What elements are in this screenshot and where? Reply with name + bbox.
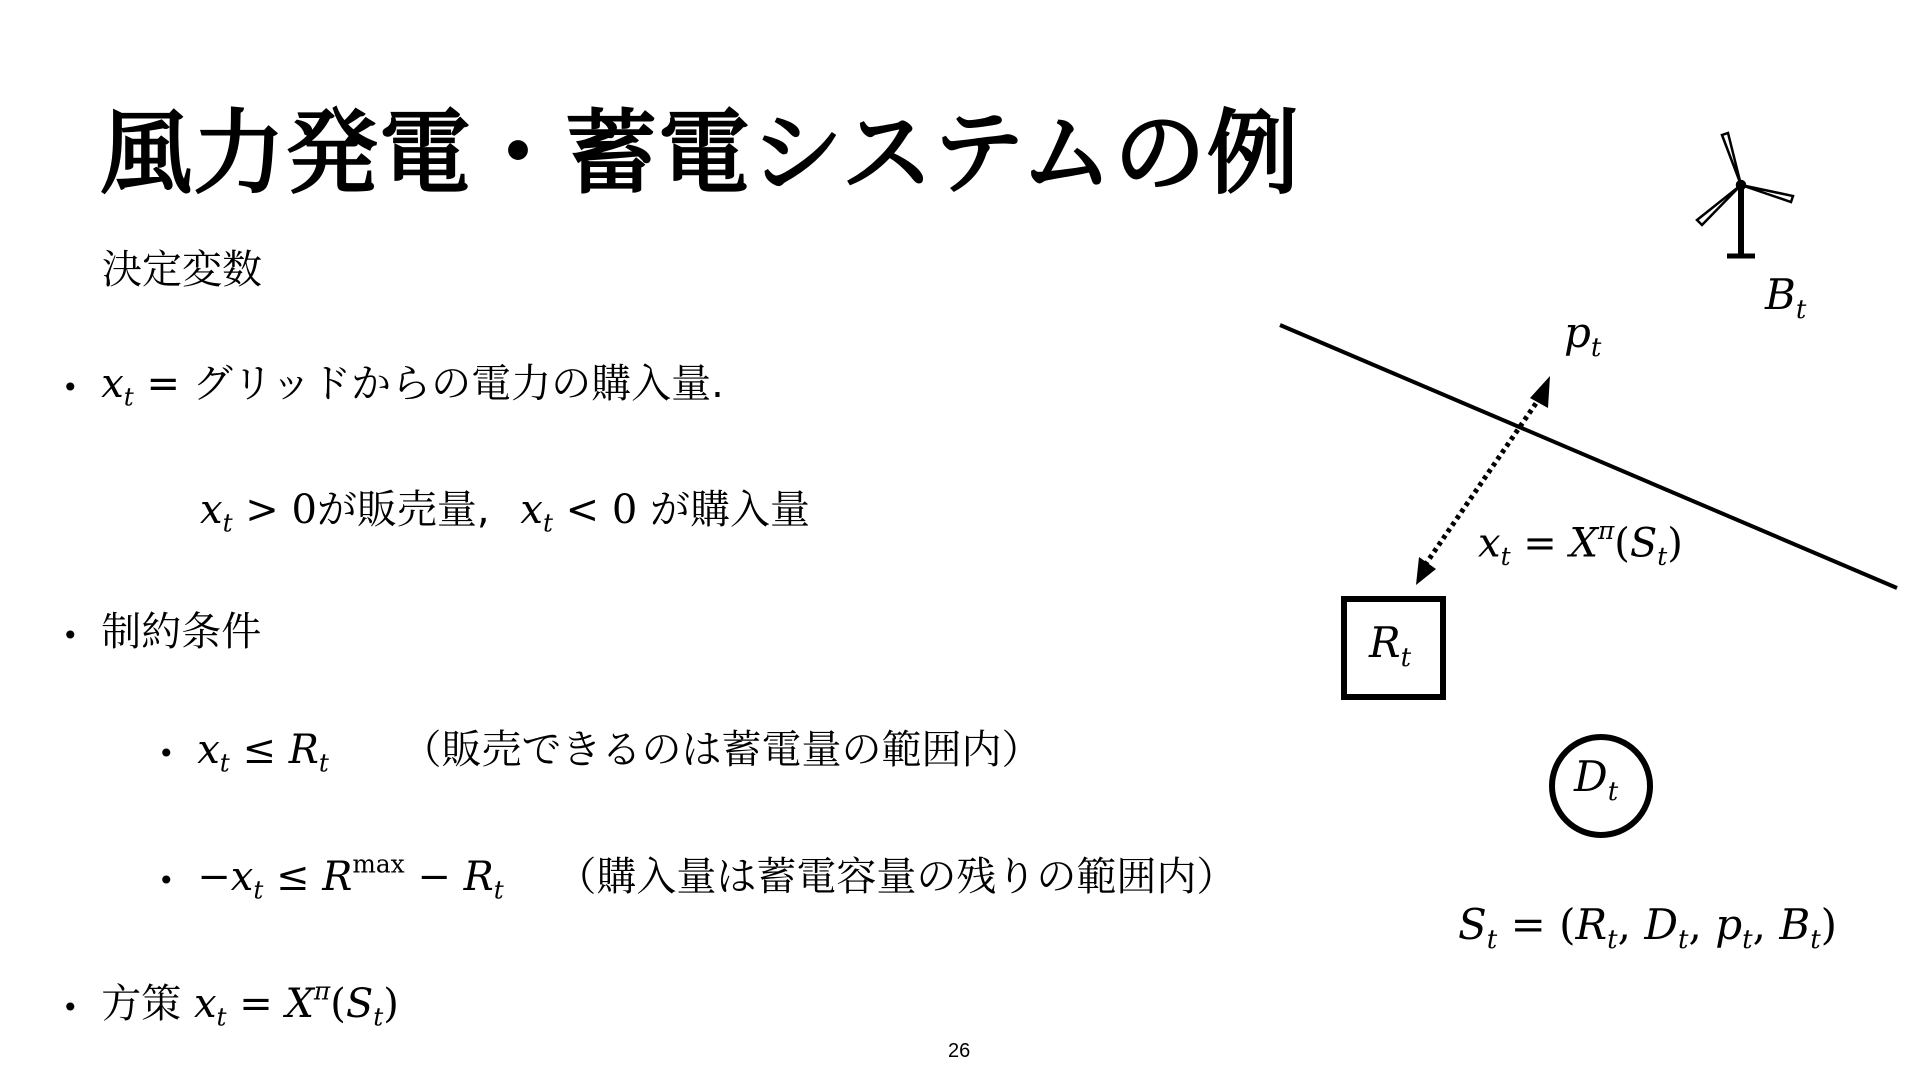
sub-t: t: [123, 382, 134, 412]
var-S: S: [1629, 520, 1658, 567]
var-X: X: [1569, 520, 1598, 567]
var-R: R: [1369, 618, 1401, 667]
var-x: x: [200, 487, 223, 533]
comma: ,: [1752, 900, 1766, 949]
var-D: D: [1644, 900, 1679, 949]
equals-sign: =: [239, 981, 273, 1027]
leq-sign: ≤: [242, 727, 276, 773]
var-p: p: [1564, 308, 1591, 357]
storage-label: [1369, 618, 1411, 673]
sub-t: t: [1500, 542, 1511, 572]
demand-label: [1574, 752, 1618, 807]
expr-lt-zero: < 0: [565, 487, 638, 533]
wind-turbine-icon: [1697, 133, 1793, 256]
var-R: R: [1575, 900, 1608, 949]
var-R: R: [322, 854, 353, 900]
constraint-2-note: （購入量は蓄電容量の残りの範囲内）: [556, 854, 1237, 900]
sales-text: が販売量,: [316, 487, 490, 533]
sub-t: t: [219, 748, 230, 778]
sub-t: t: [373, 1002, 384, 1032]
var-p: p: [1715, 900, 1743, 949]
bullet-marker: •: [62, 991, 79, 1024]
purchase-text: が購入量: [650, 487, 811, 533]
var-X: X: [285, 981, 314, 1027]
var-R: R: [463, 854, 494, 900]
sup-pi: π: [313, 976, 331, 1006]
sub-t: t: [222, 508, 233, 538]
sub-t: t: [1678, 925, 1689, 956]
wind-energy-label: [1765, 270, 1806, 325]
bullet-marker: •: [158, 864, 175, 897]
sup-pi: π: [1597, 516, 1615, 545]
var-B: B: [1779, 900, 1811, 949]
sub-t: t: [1657, 542, 1668, 572]
equals-sign: =: [146, 361, 180, 407]
var-neg-x: −x: [197, 854, 254, 900]
var-R: R: [288, 727, 319, 773]
comma: ,: [1688, 900, 1702, 949]
close-paren: ): [383, 981, 399, 1027]
var-x: x: [520, 487, 543, 533]
sub-t: t: [318, 748, 329, 778]
equals-open: = (: [1510, 900, 1576, 949]
bullet-marker: •: [62, 619, 79, 652]
slide-title: 風力発電・蓄電システムの例: [100, 100, 1300, 207]
var-D: D: [1574, 752, 1608, 801]
expr-gt-zero: > 0: [245, 487, 317, 533]
var-S: S: [1458, 900, 1487, 949]
constraint-1-note: （販売できるのは蓄電量の範囲内）: [401, 727, 1042, 773]
sub-t: t: [1400, 643, 1412, 674]
sub-t: t: [1795, 295, 1807, 326]
price-label: [1564, 308, 1601, 363]
sub-t: t: [1810, 925, 1821, 956]
constraints-heading: 制約条件: [101, 609, 262, 655]
policy-equation: [1478, 516, 1683, 571]
comma: ,: [1617, 900, 1631, 949]
bullet-marker: •: [62, 371, 79, 404]
var-S: S: [345, 981, 374, 1027]
state-equation: [1458, 900, 1837, 955]
equals-sign: =: [1523, 520, 1557, 567]
close-paren: ): [1820, 900, 1838, 949]
open-paren: (: [1614, 520, 1630, 567]
bullet-marker: •: [158, 737, 175, 770]
sup-max: max: [352, 849, 405, 879]
sub-t: t: [1607, 777, 1619, 808]
leq-sign: ≤: [276, 854, 310, 900]
minus-sign: −: [417, 854, 451, 900]
var-x: x: [197, 727, 220, 773]
var-x: x: [101, 361, 124, 407]
var-x: x: [193, 981, 217, 1027]
sub-t: t: [493, 875, 504, 905]
section-heading: 決定変数: [102, 247, 262, 293]
var-x: x: [1478, 520, 1501, 567]
var-B: B: [1765, 270, 1796, 319]
sub-t: t: [1590, 333, 1602, 364]
sub-t: t: [1486, 925, 1498, 956]
policy-label: 方策: [101, 981, 182, 1027]
bullet-1-text: グリッドからの電力の購入量.: [192, 361, 724, 407]
sub-t: t: [1742, 925, 1753, 956]
close-paren: ): [1667, 520, 1683, 567]
open-paren: (: [330, 981, 346, 1027]
sub-t: t: [542, 508, 553, 538]
sub-t: t: [253, 875, 264, 905]
page-number: 26: [948, 1040, 971, 1062]
sub-t: t: [216, 1002, 227, 1032]
sub-t: t: [1607, 925, 1618, 956]
